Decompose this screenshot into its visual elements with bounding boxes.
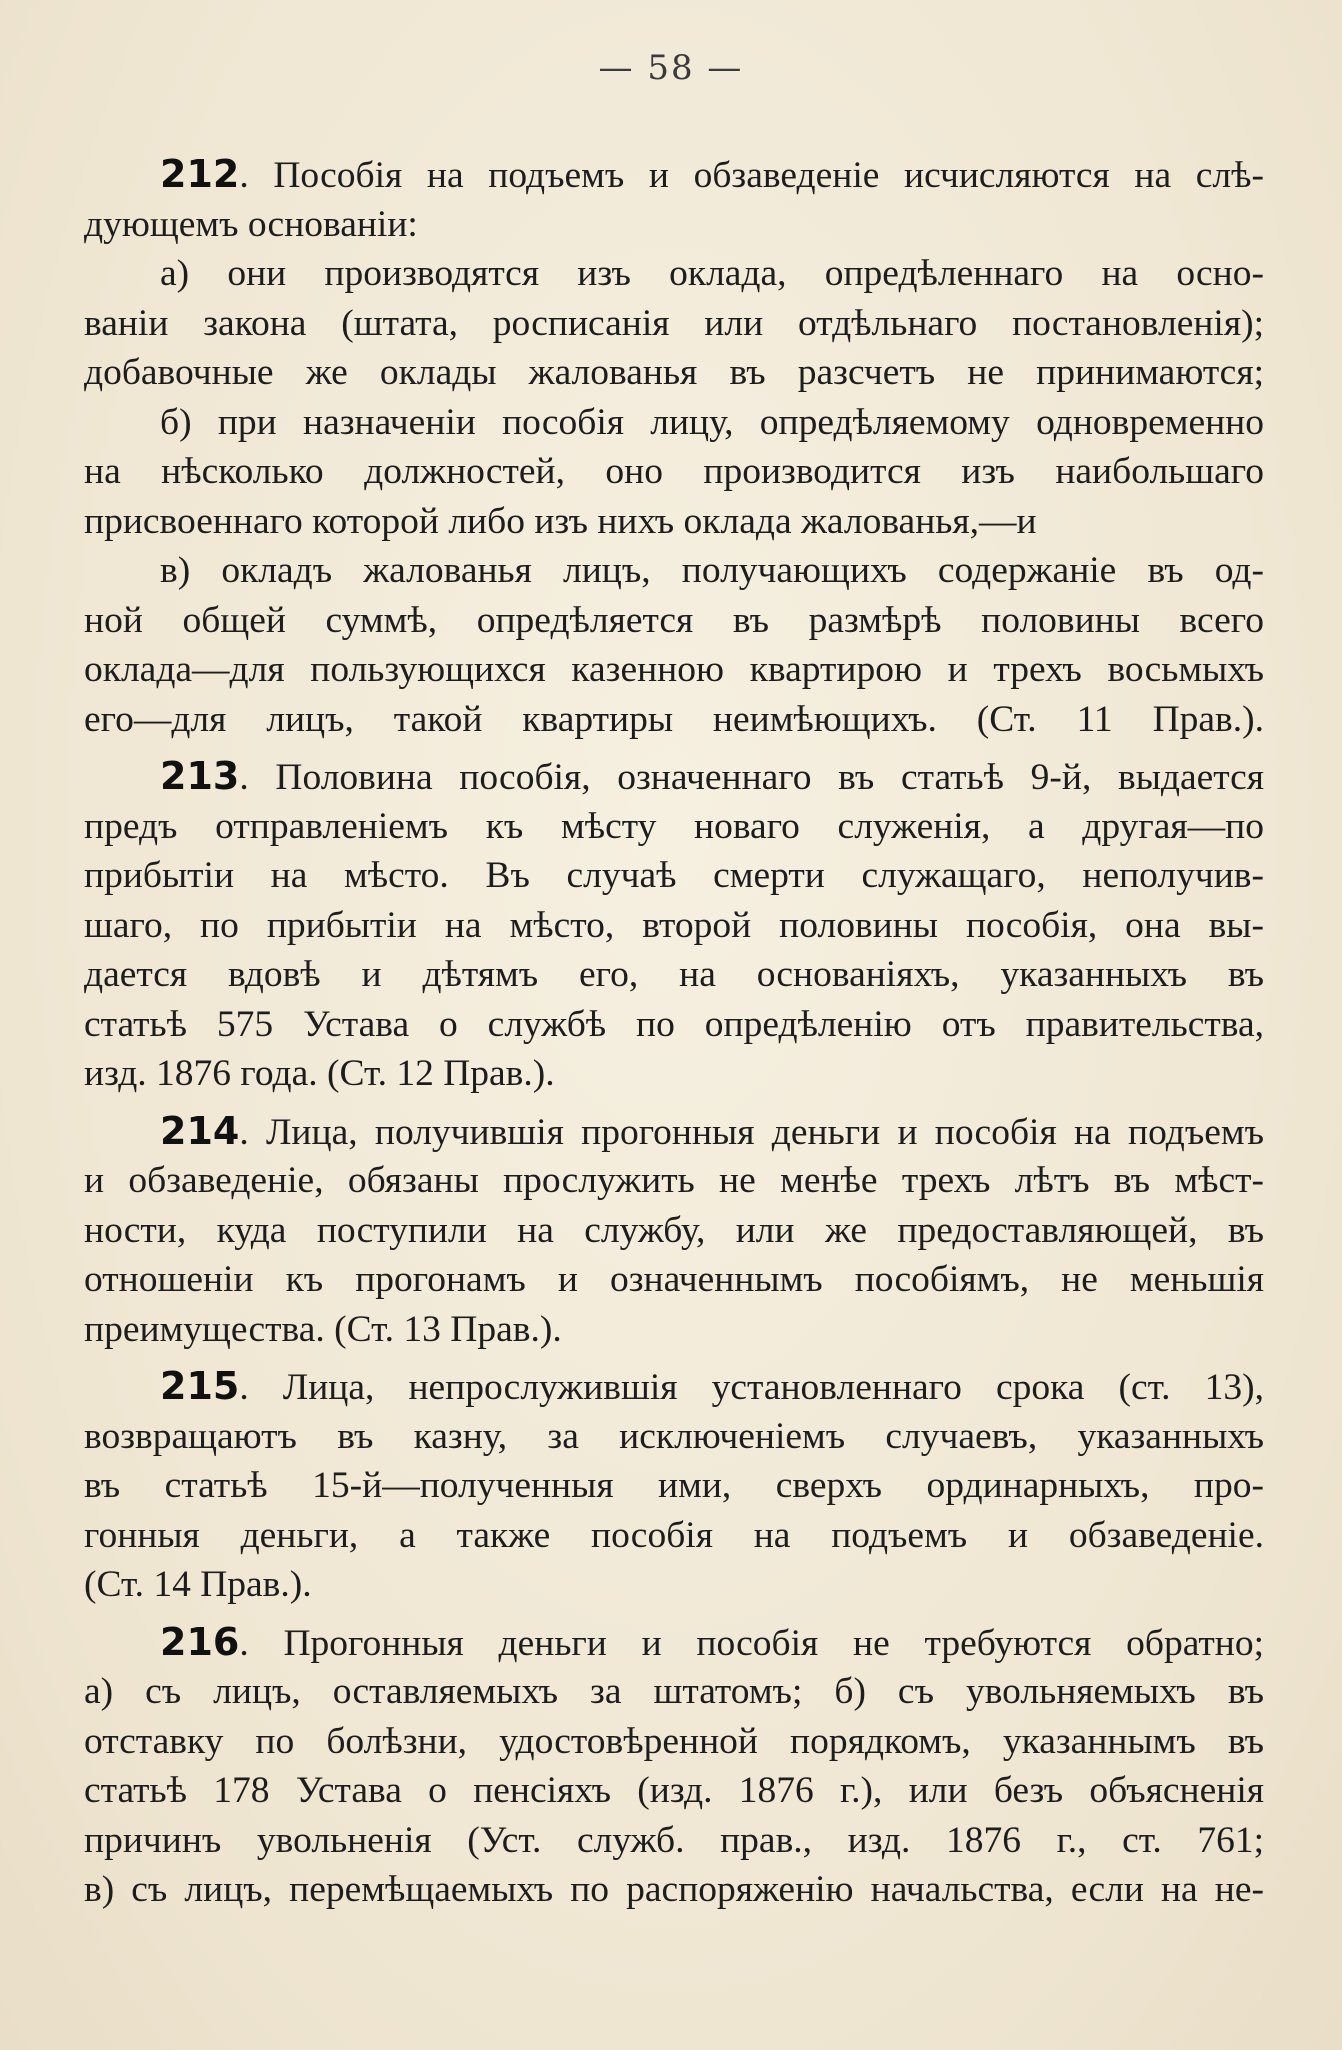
article-line: прибытіи на мѣсто. Въ случаѣ смерти служащаго, неполучив- bbox=[84, 855, 1264, 896]
article-line: 213. Половина пособія, означеннаго въ статьѣ 9-й, выдается bbox=[160, 754, 1264, 798]
article-line: предъ отправленіемъ къ мѣсту новаго служенія, а другая—по bbox=[84, 805, 1264, 847]
article-line: на нѣсколько должностей, оно производится изъ наибольшаго bbox=[84, 451, 1264, 492]
article-line: добавочные же оклады жалованья въ разсчетъ не принимаются; bbox=[84, 352, 1264, 393]
article-line: ности, куда поступили на службу, или же предоставляющей, въ bbox=[84, 1209, 1264, 1251]
article-214 bbox=[84, 1107, 1264, 1355]
article-line: дается вдовѣ и дѣтямъ его, на основаніяхъ, указанныхъ въ bbox=[84, 954, 1264, 995]
article-212 bbox=[84, 150, 1264, 744]
article-line: а) они производятся изъ оклада, опредѣленнаго на осно- bbox=[160, 253, 1264, 294]
article-line: присвоеннаго которой либо изъ нихъ оклада жалованья,—и bbox=[84, 500, 1037, 542]
article-number: 212 bbox=[160, 152, 240, 196]
article-line: оклада—для пользующихся казенною квартирою и трехъ восьмыхъ bbox=[84, 649, 1264, 690]
article-line: в) съ лицъ, перемѣщаемыхъ по распоряженію начальства, если на не- bbox=[84, 1869, 1264, 1910]
article-line: 215. Лица, непрослужившія установленнаго срока (ст. 13), bbox=[160, 1364, 1264, 1408]
article-line: статьѣ 178 Устава о пенсіяхъ (изд. 1876 г.), или безъ объясненія bbox=[84, 1770, 1264, 1811]
article-line: 216. Прогонныя деньги и пособія не требуются обратно; bbox=[160, 1619, 1264, 1664]
article-number: 214 bbox=[160, 1108, 240, 1153]
article-number: 213 bbox=[160, 754, 240, 798]
article-215 bbox=[84, 1362, 1264, 1610]
article-line: в) окладъ жалованья лицъ, получающихъ содержаніе въ од- bbox=[160, 550, 1264, 591]
page-number: — 58 — bbox=[598, 48, 744, 88]
article-line: отставку по болѣзни, удостовѣренной порядкомъ, указаннымъ въ bbox=[84, 1720, 1264, 1762]
page-body bbox=[84, 150, 1264, 1923]
article-line: его—для лицъ, такой квартиры неимѣющихъ. (Ст. 11 Прав.). bbox=[84, 698, 1264, 740]
article-line: 212. Пособія на подъемъ и обзаведеніе исчисляются на слѣ- bbox=[160, 152, 1264, 196]
article-line: шаго, по прибытіи на мѣсто, второй половины пособія, она вы- bbox=[84, 904, 1264, 946]
article-line: гонныя деньги, а также пособія на подъемъ и обзаведеніе. bbox=[84, 1514, 1264, 1556]
article-line: отношеніи къ прогонамъ и означеннымъ пособіямъ, не меньшія bbox=[84, 1259, 1264, 1300]
article-number: 216 bbox=[160, 1619, 240, 1664]
article-line: (Ст. 14 Прав.). bbox=[84, 1564, 312, 1605]
article-line: возвращаютъ въ казну, за исключеніемъ случаевъ, указанныхъ bbox=[84, 1415, 1264, 1457]
article-line: а) съ лицъ, оставляемыхъ за штатомъ; б) съ увольняемыхъ въ bbox=[84, 1671, 1264, 1712]
article-line: ной общей суммѣ, опредѣляется въ размѣрѣ половины всего bbox=[84, 599, 1264, 641]
article-line: б) при назначеніи пособія лицу, опредѣляемому одновременно bbox=[160, 401, 1264, 443]
article-line: изд. 1876 года. (Ст. 12 Прав.). bbox=[84, 1053, 555, 1094]
article-line: преимущества. (Ст. 13 Прав.). bbox=[84, 1308, 562, 1350]
article-line: причинъ увольненія (Уст. служб. прав., изд. 1876 г., ст. 761; bbox=[84, 1819, 1264, 1861]
article-line: дующемъ основаніи: bbox=[84, 203, 418, 245]
article-number: 215 bbox=[160, 1364, 240, 1408]
article-line: ваніи закона (штата, росписанія или отдѣльнаго постановленія); bbox=[84, 302, 1264, 344]
article-line: статьѣ 575 Устава о службѣ по опредѣленію отъ правительства, bbox=[84, 1003, 1264, 1045]
article-line: въ статьѣ 15-й—полученныя ими, сверхъ ординарныхъ, про- bbox=[84, 1465, 1264, 1506]
article-213 bbox=[84, 752, 1264, 1099]
article-216 bbox=[84, 1618, 1264, 1915]
article-line: и обзаведеніе, обязаны прослужить не менѣе трехъ лѣтъ въ мѣст- bbox=[84, 1160, 1264, 1201]
article-line: 214. Лица, получившія прогонныя деньги и пособія на подъемъ bbox=[160, 1108, 1264, 1153]
